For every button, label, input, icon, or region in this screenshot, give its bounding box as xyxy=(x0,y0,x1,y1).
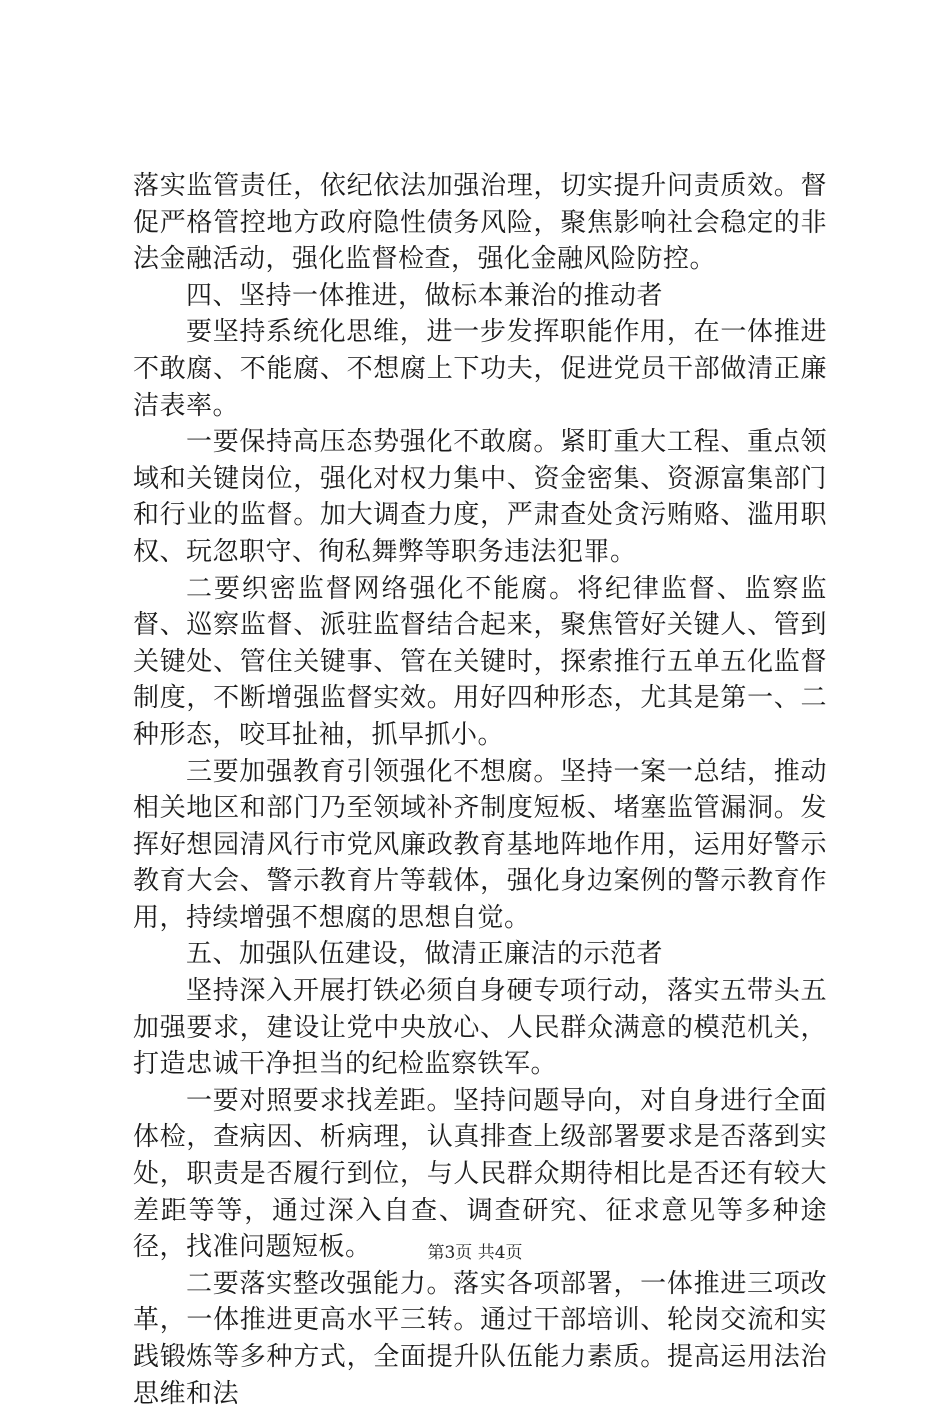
section-heading: 四、坚持一体推进，做标本兼治的推动者 xyxy=(186,280,664,311)
paragraph: 一要对照要求找差距。坚持问题导向，对自身进行全面体检，查病因、析病理，认真排查上级部署要求是否落到实处，职责是否履行到位，与人民群众期待相比是否还有较大差距等等，通过深入自查、调查研究、征求意见等多种途径，找准问题短板。 xyxy=(133,1085,827,1263)
paragraph: 三要加强教育引领强化不想腐。坚持一案一总结，推动相关地区和部门乃至领域补齐制度短板、堵塞监管漏洞。发挥好想园清风行市党风廉政教育基地阵地作用，运用好警示教育大会、警示教育片等载体，强化身边案例的警示教育作用，持续增强不想腐的思想自觉。 xyxy=(133,756,827,933)
paragraph: 坚持深入开展打铁必须自身硬专项行动，落实五带头五加强要求，建设让党中央放心、人民群众满意的模范机关，打造忠诚干净担当的纪检监察铁军。 xyxy=(133,976,827,1080)
paragraph: 落实监管责任，依纪依法加强治理，切实提升问责质效。督促严格管控地方政府隐性债务风险，聚焦影响社会稳定的非法金融活动，强化监督检查，强化金融风险防控。 xyxy=(133,171,827,275)
paragraph: 要坚持系统化思维，进一步发挥职能作用，在一体推进不敢腐、不能腐、不想腐上下功夫，促进党员干部做清正廉洁表率。 xyxy=(133,317,827,421)
page-footer xyxy=(0,1242,950,1264)
paragraph: 二要织密监督网络强化不能腐。将纪律监督、监察监督、巡察监督、派驻监督结合起来，聚焦管好关键人、管到关键处、管住关键事、管在关键时，探索推行五单五化监督制度，不断增强监督实效。用好四种形态，尤其是第一、二种形态，咬耳扯袖，抓早抓小。 xyxy=(133,573,827,750)
page-number-label: 第3页 共4页 xyxy=(427,1243,523,1263)
paragraph: 二要落实整改强能力。落实各项部署，一体推进三项改革，一体推进更高水平三转。通过干部培训、轮岗交流和实践锻炼等多种方式，全面提升队伍能力素质。提高运用法治思维和法 xyxy=(133,1268,827,1409)
paragraph: 一要保持高压态势强化不敢腐。紧盯重大工程、重点领域和关键岗位，强化对权力集中、资金密集、资源富集部门和行业的监督。加大调查力度，严肃查处贪污贿赂、滥用职权、玩忽职守、徇私舞弊等职务违法犯罪。 xyxy=(133,427,827,567)
section-heading: 五、加强队伍建设，做清正廉洁的示范者 xyxy=(186,939,664,970)
document-body xyxy=(133,168,827,1412)
